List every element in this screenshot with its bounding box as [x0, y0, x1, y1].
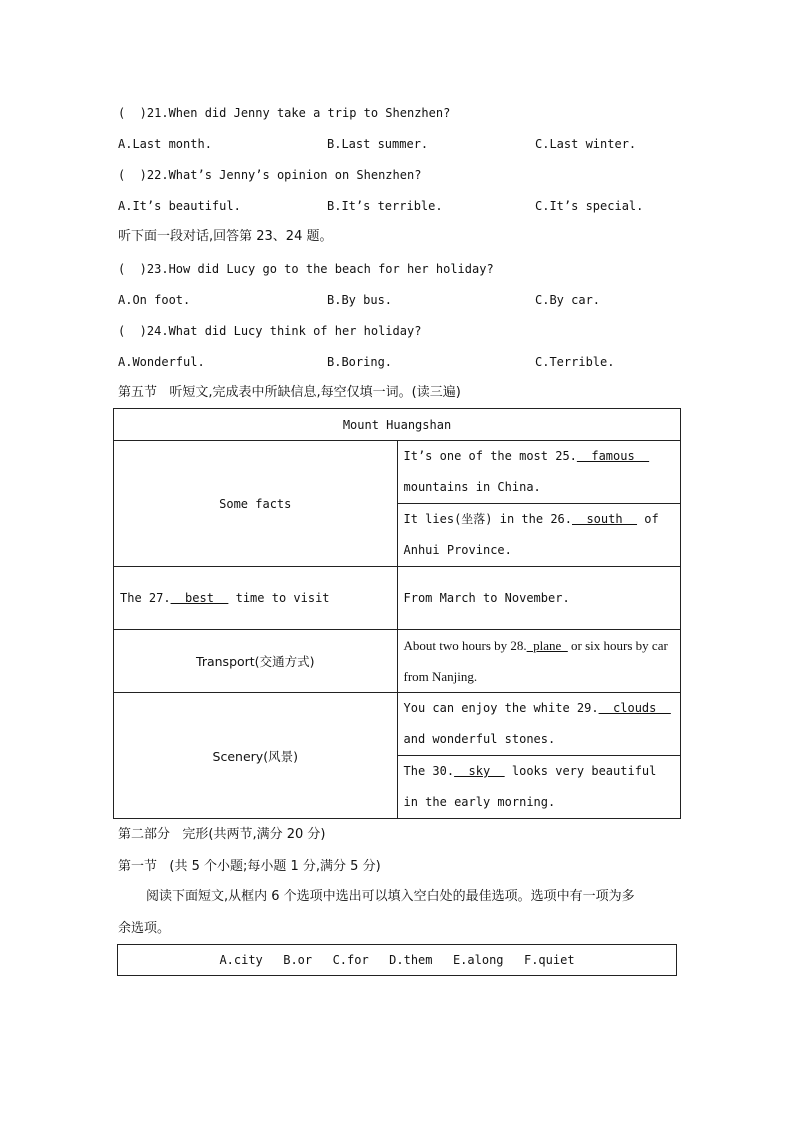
- answer-30: sky: [454, 764, 505, 778]
- scenery-2-cell: [397, 756, 681, 819]
- options-text: A.city B.or C.for D.them E.along F.quiet: [219, 953, 575, 967]
- q22-option-c: C.It’s special.: [535, 199, 644, 213]
- fact-1-cell: [397, 441, 681, 504]
- best-time-suffix: time to visit: [228, 590, 330, 605]
- transport-prefix: About two hours by 28.: [403, 638, 527, 653]
- transport-label: Transport(交通方式): [114, 630, 398, 693]
- transport-cell: [397, 630, 681, 693]
- fact-1-prefix: It’s one of the most 25.: [403, 449, 577, 463]
- question-23: ( )23.How did Lucy go to the beach for her holiday?: [118, 262, 494, 276]
- q21-option-b: B.Last summer.: [327, 137, 429, 151]
- transport-suffix: or six hours by car from Nanjing.: [403, 638, 668, 684]
- q24-option-a: A.Wonderful.: [118, 355, 205, 369]
- question-22: ( )22.What’s Jenny’s opinion on Shenzhen?: [118, 168, 422, 182]
- q22-option-a: A.It’s beautiful.: [118, 199, 241, 213]
- fact-2-prefix: It lies(坐落) in the 26.: [403, 512, 572, 526]
- scenery-1-prefix: You can enjoy the white 29.: [403, 701, 599, 715]
- scenery-1-suffix: and wonderful stones.: [403, 732, 556, 746]
- table-row: [114, 441, 681, 504]
- q21-option-a: A.Last month.: [118, 137, 212, 151]
- scenery-1-cell: [397, 693, 681, 756]
- instruction-line-1: 阅读下面短文,从框内 6 个选项中选出可以填入空白处的最佳选项。选项中有一项为多: [146, 889, 635, 904]
- section-5-heading: 第五节 听短文,完成表中所缺信息,每空仅填一词。(读三遍): [118, 385, 461, 400]
- some-facts-label: Some facts: [114, 441, 398, 567]
- scenery-label: Scenery(风景): [114, 693, 398, 819]
- answer-26: south: [572, 512, 638, 526]
- answer-25: famous: [576, 449, 650, 463]
- table-row: [114, 630, 681, 693]
- question-21: ( )21.When did Jenny take a trip to Shenzhen?: [118, 106, 451, 120]
- scenery-2-prefix: The 30.: [403, 764, 455, 778]
- best-time-prefix: The 27.: [120, 590, 171, 605]
- best-time-value: From March to November.: [397, 567, 681, 630]
- table-row: [114, 409, 681, 441]
- q21-option-c: C.Last winter.: [535, 137, 637, 151]
- table-title: Mount Huangshan: [114, 409, 681, 441]
- best-time-label: [114, 567, 398, 630]
- fact-1-suffix: mountains in China.: [403, 480, 541, 494]
- fact-2-cell: [397, 504, 681, 567]
- table-row: [114, 567, 681, 630]
- q23-option-b: B.By bus.: [327, 293, 393, 307]
- instruction-line-2: 余选项。: [118, 921, 171, 936]
- part-2-heading: 第二部分 完形(共两节,满分 20 分): [118, 827, 326, 842]
- q22-option-b: B.It’s terrible.: [327, 199, 443, 213]
- fact-2-suffix: of Anhui Province.: [403, 512, 659, 557]
- answer-29: clouds: [598, 701, 671, 715]
- answer-27: best: [170, 590, 229, 605]
- q24-option-c: C.Terrible.: [535, 355, 615, 369]
- table-row: [114, 693, 681, 756]
- q24-option-b: B.Boring.: [327, 355, 393, 369]
- scenery-2-suffix: looks very beautiful in the early morning.: [403, 764, 657, 809]
- dialog-instruction: 听下面一段对话,回答第 23、24 题。: [118, 229, 333, 244]
- options-box: [117, 944, 677, 976]
- answer-28: plane: [526, 638, 568, 653]
- q23-option-c: C.By car.: [535, 293, 601, 307]
- q23-option-a: A.On foot.: [118, 293, 191, 307]
- section-1-heading: 第一节 (共 5 个小题;每小题 1 分,满分 5 分): [118, 859, 381, 874]
- info-table: [113, 408, 681, 819]
- question-24: ( )24.What did Lucy think of her holiday?: [118, 324, 422, 338]
